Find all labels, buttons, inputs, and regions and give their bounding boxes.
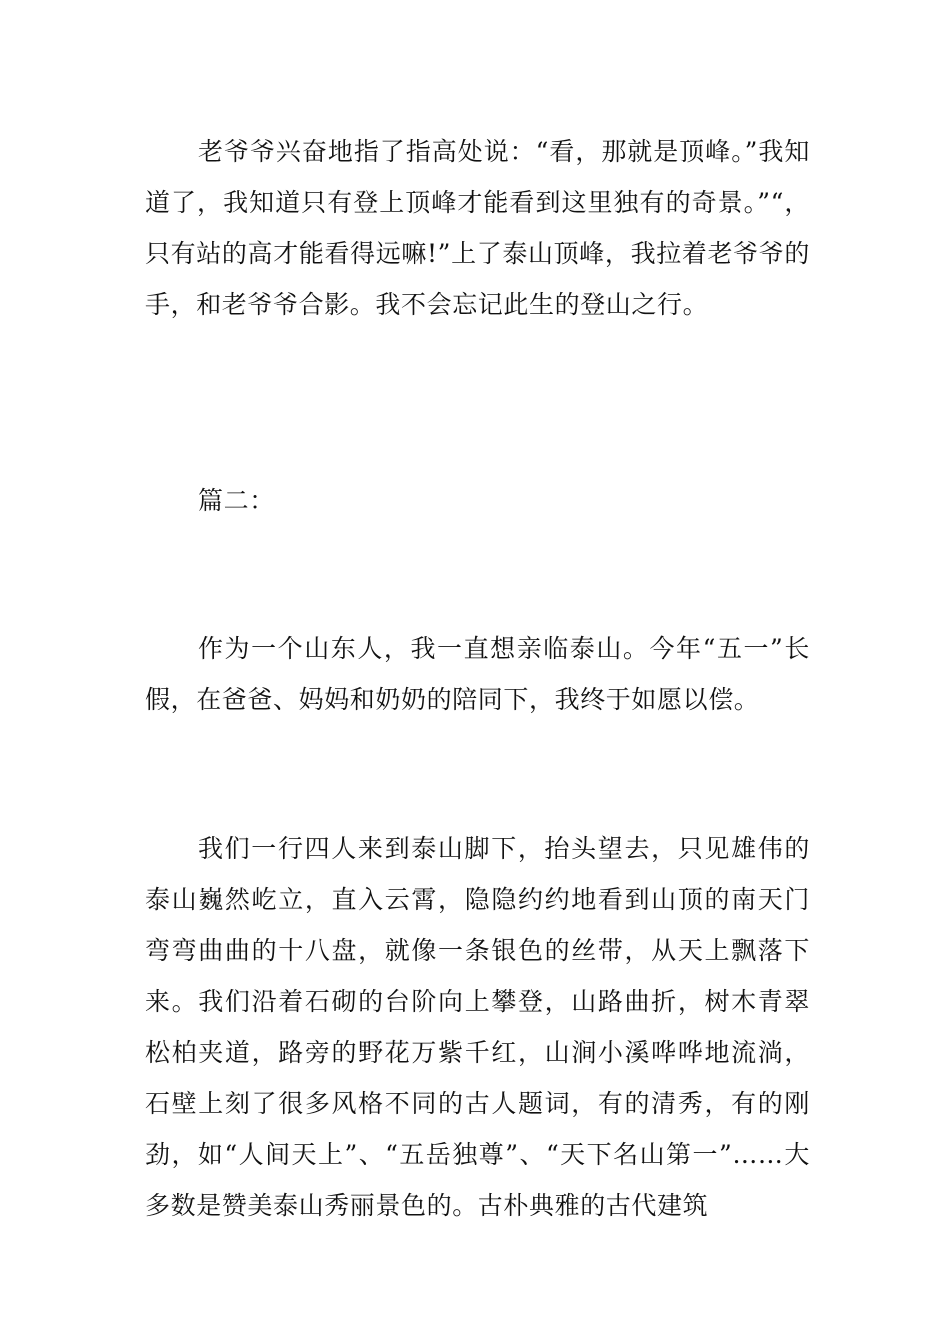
section-heading-part-two: 篇二： — [198, 486, 275, 515]
paragraph-foot-of-mountain: 我们一行四人来到泰山脚下，抬头望去，只见雄伟的泰山巍然屹立，直入云霄，隐隐约约地看到山顶的南天门弯弯曲曲的十八盘，就像一条银色的丝带，从天上飘落下来。我们沿着石砌的台阶向上攀登，山路曲折，树木青翠松柏夹道，路旁的野花万紫千红，山涧小溪哗哗地流淌，石壁上刻了很多风格不同的古人题词，有的清秀，有的刚劲，如“人间天上”、“五岳独尊”、“天下名山第一”……大多数是赞美泰山秀丽景色的。古朴典雅的古代建筑 — [145, 834, 810, 1220]
paragraph-climb-summit: 老爷爷兴奋地指了指高处说：“看，那就是顶峰。”我知道了，我知道只有登上顶峰才能看到这里独有的奇景。”“，只有站的高才能看得远嘛!”上了泰山顶峰，我拉着老爷爷的手，和老爷爷合影。我不会忘记此生的登山之行。 — [145, 137, 810, 319]
paragraph-intro-taishan: 作为一个山东人，我一直想亲临泰山。今年“五一”长假，在爸爸、妈妈和奶奶的陪同下，我终于如愿以偿。 — [145, 634, 810, 714]
